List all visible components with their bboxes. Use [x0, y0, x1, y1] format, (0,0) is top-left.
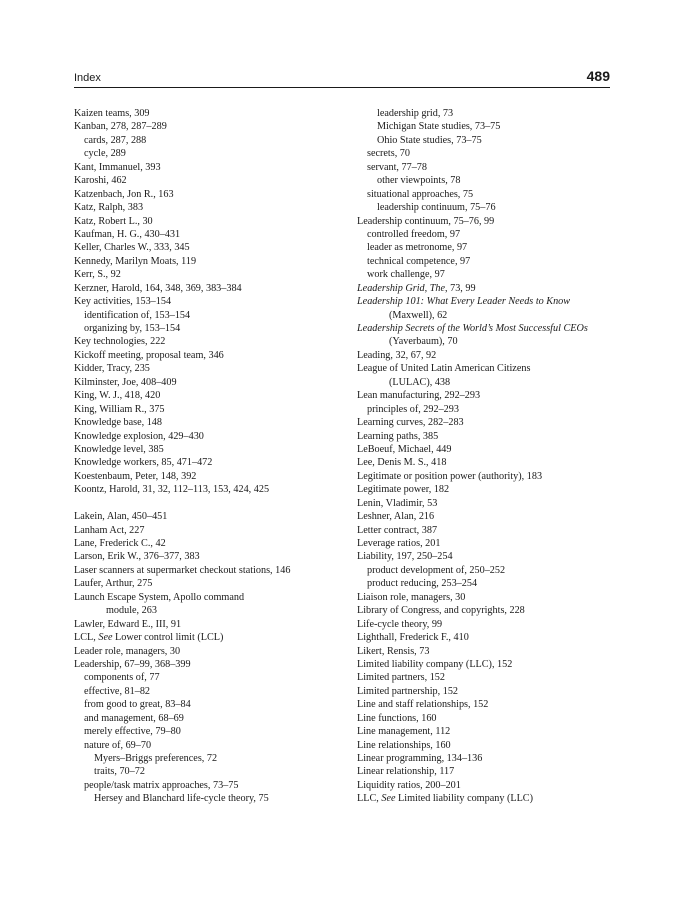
index-entry: Learning paths, 385	[357, 430, 439, 442]
index-entry-continuation: (LULAC), 438	[389, 376, 451, 388]
index-entry	[74, 631, 364, 644]
index-entry: Limited partnership, 152	[357, 685, 459, 697]
page-refs: , 73, 99	[445, 282, 476, 294]
index-entry: LeBoeuf, Michael, 449	[357, 443, 452, 455]
index-entry: Lean manufacturing, 292–293	[357, 390, 481, 402]
index-entry: Line and staff relationships, 152	[357, 699, 489, 711]
index-entry: Lee, Denis M. S., 418	[357, 457, 447, 469]
index-subentry: product development of, 250–252	[367, 564, 506, 576]
index-entry: Kerzner, Harold, 164, 348, 369, 383–384	[74, 282, 242, 294]
index-entry: Learning curves, 282–283	[357, 417, 464, 429]
index-entry: Knowledge explosion, 429–430	[74, 430, 204, 442]
index-entry: Laufer, Arthur, 275	[74, 578, 153, 590]
entry-term: LCL,	[74, 632, 99, 644]
index-entry	[357, 282, 647, 295]
index-subentry: identification of, 153–154	[84, 309, 191, 321]
index-entry: Leader role, managers, 30	[74, 645, 181, 657]
index-entry: Linear programming, 134–136	[357, 753, 483, 764]
index-subentry: people/task matrix approaches, 73–75	[84, 779, 239, 791]
index-subentry: leadership continuum, 75–76	[377, 202, 496, 214]
index-column-right	[357, 107, 647, 806]
index-entry: Knowledge level, 385	[74, 443, 164, 455]
index-entry: Legitimate power, 182	[357, 484, 450, 496]
index-entry: Lenin, Vladimir, 53	[357, 497, 438, 509]
index-entry: Letter contract, 387	[357, 524, 438, 536]
index-entry: Katz, Robert L., 30	[74, 215, 153, 227]
index-entry: Liquidity ratios, 200–201	[357, 779, 461, 791]
index-entry: Katz, Ralph, 383	[74, 202, 144, 214]
index-subentry: traits, 70–72	[94, 766, 145, 778]
index-entry: Lawler, Edward E., III, 91	[74, 618, 182, 630]
index-entry: Leverage ratios, 201	[357, 538, 441, 549]
index-entry: Leshner, Alan, 216	[357, 511, 435, 523]
see-target: Limited liability company (LLC)	[395, 793, 533, 805]
index-subentry: components of, 77	[84, 672, 160, 684]
index-entry-continuation: (Yaverbaum), 70	[389, 336, 458, 348]
index-entry: Kerr, S., 92	[74, 269, 121, 281]
index-entry: King, W. J., 418, 420	[74, 390, 161, 402]
index-entry	[357, 322, 647, 335]
index-entry: Lakein, Alan, 450–451	[74, 511, 168, 523]
index-entry: Laser scanners at supermarket checkout stations, 146	[74, 564, 291, 576]
index-entry: Line management, 112	[357, 726, 451, 738]
index-entry: Leadership continuum, 75–76, 99	[357, 215, 495, 227]
index-subentry: Michigan State studies, 73–75	[377, 121, 501, 133]
index-subentry: principles of, 292–293	[367, 403, 459, 415]
book-title: Leadership Grid, The	[357, 282, 446, 294]
index-subentry: other viewpoints, 78	[377, 175, 461, 187]
index-entry: Koestenbaum, Peter, 148, 392	[74, 470, 197, 482]
index-subentry: cards, 287, 288	[84, 134, 147, 146]
index-entry: Kidder, Tracy, 235	[74, 363, 150, 375]
see-target: Lower control limit (LCL)	[112, 632, 224, 644]
index-entry: Kickoff meeting, proposal team, 346	[74, 349, 224, 361]
index-subentry: work challenge, 97	[367, 269, 445, 281]
book-title: Leadership 101: What Every Leader Needs to Know	[357, 296, 571, 308]
index-entry: Kaufman, H. G., 430–431	[74, 228, 181, 240]
index-entry: Limited liability company (LLC), 152	[357, 658, 513, 670]
see-reference: See	[98, 632, 113, 644]
section-gap	[74, 497, 364, 510]
index-subentry: effective, 81–82	[84, 685, 151, 697]
index-subentry: technical competence, 97	[367, 255, 471, 267]
index-entry: Katzenbach, Jon R., 163	[74, 188, 174, 200]
see-reference: See	[381, 793, 396, 805]
index-subentry: Ohio State studies, 73–75	[377, 134, 482, 146]
index-subentry: nature of, 69–70	[84, 739, 152, 751]
index-subentry: leader as metronome, 97	[367, 242, 468, 254]
index-entry: Knowledge workers, 85, 471–472	[74, 457, 213, 469]
index-subentry: secrets, 70	[367, 148, 410, 160]
index-entry: Likert, Rensis, 73	[357, 645, 430, 657]
index-entry: Liability, 197, 250–254	[357, 551, 453, 563]
index-entry: Karoshi, 462	[74, 175, 127, 187]
index-entry: Kennedy, Marilyn Moats, 119	[74, 255, 197, 267]
index-entry: Line functions, 160	[357, 712, 437, 724]
index-subentry: from good to great, 83–84	[84, 699, 191, 711]
index-entry: Kilminster, Joe, 408–409	[74, 376, 177, 388]
index-entry-continuation: (Maxwell), 62	[389, 309, 448, 321]
running-head	[74, 68, 610, 88]
index-entry: Lighthall, Frederick F., 410	[357, 632, 469, 644]
index-entry: Linear relationship, 117	[357, 766, 455, 778]
index-entry: Larson, Erik W., 376–377, 383	[74, 551, 200, 563]
index-subentry: organizing by, 153–154	[84, 323, 181, 334]
index-entry: Kant, Immanuel, 393	[74, 161, 161, 173]
index-subentry: cycle, 289	[84, 148, 126, 160]
index-entry: Library of Congress, and copyrights, 228	[357, 605, 525, 617]
index-column-left	[74, 107, 364, 806]
index-entry: Keller, Charles W., 333, 345	[74, 242, 190, 254]
index-entry: Liaison role, managers, 30	[357, 591, 466, 603]
index-entry-continuation: module, 263	[106, 605, 157, 617]
index-subentry: Hersey and Blanchard life-cycle theory, 75	[94, 793, 269, 805]
index-entry: Legitimate or position power (authority), 183	[357, 470, 543, 482]
index-subentry: Myers–Briggs preferences, 72	[94, 753, 218, 764]
index-entry	[357, 792, 647, 805]
index-subentry: situational approaches, 75	[367, 188, 474, 200]
entry-term: LLC,	[357, 793, 382, 805]
index-entry: Life-cycle theory, 99	[357, 618, 443, 630]
index-entry: Limited partners, 152	[357, 672, 445, 684]
index-subentry: product reducing, 253–254	[367, 578, 478, 590]
index-entry: Launch Escape System, Apollo command	[74, 591, 245, 603]
index-subentry: controlled freedom, 97	[367, 228, 461, 240]
index-entry: Key activities, 153–154	[74, 296, 172, 308]
index-entry: Leading, 32, 67, 92	[357, 349, 437, 361]
index-entry	[357, 295, 647, 308]
index-entry: Kanban, 278, 287–289	[74, 121, 167, 133]
index-subentry: servant, 77–78	[367, 161, 427, 173]
index-entry: Leadership, 67–99, 368–399	[74, 658, 191, 670]
index-entry: Kaizen teams, 309	[74, 108, 150, 119]
index-entry: Lanham Act, 227	[74, 524, 145, 536]
index-subentry: merely effective, 79–80	[84, 726, 181, 738]
book-title: Leadership Secrets of the World’s Most Successful CEOs	[357, 323, 588, 334]
index-entry: Koontz, Harold, 31, 32, 112–113, 153, 424, 425	[74, 484, 270, 496]
index-entry: King, William R., 375	[74, 403, 165, 415]
index-entry: Key technologies, 222	[74, 336, 166, 348]
index-entry: Lane, Frederick C., 42	[74, 538, 166, 549]
index-entry: League of United Latin American Citizens	[357, 363, 531, 375]
index-subentry: leadership grid, 73	[377, 108, 454, 119]
section-label: Index	[74, 72, 101, 84]
index-subentry: and management, 68–69	[84, 712, 184, 724]
page-number: 489	[586, 68, 610, 84]
index-entry: Line relationships, 160	[357, 739, 451, 751]
index-entry: Knowledge base, 148	[74, 417, 162, 429]
